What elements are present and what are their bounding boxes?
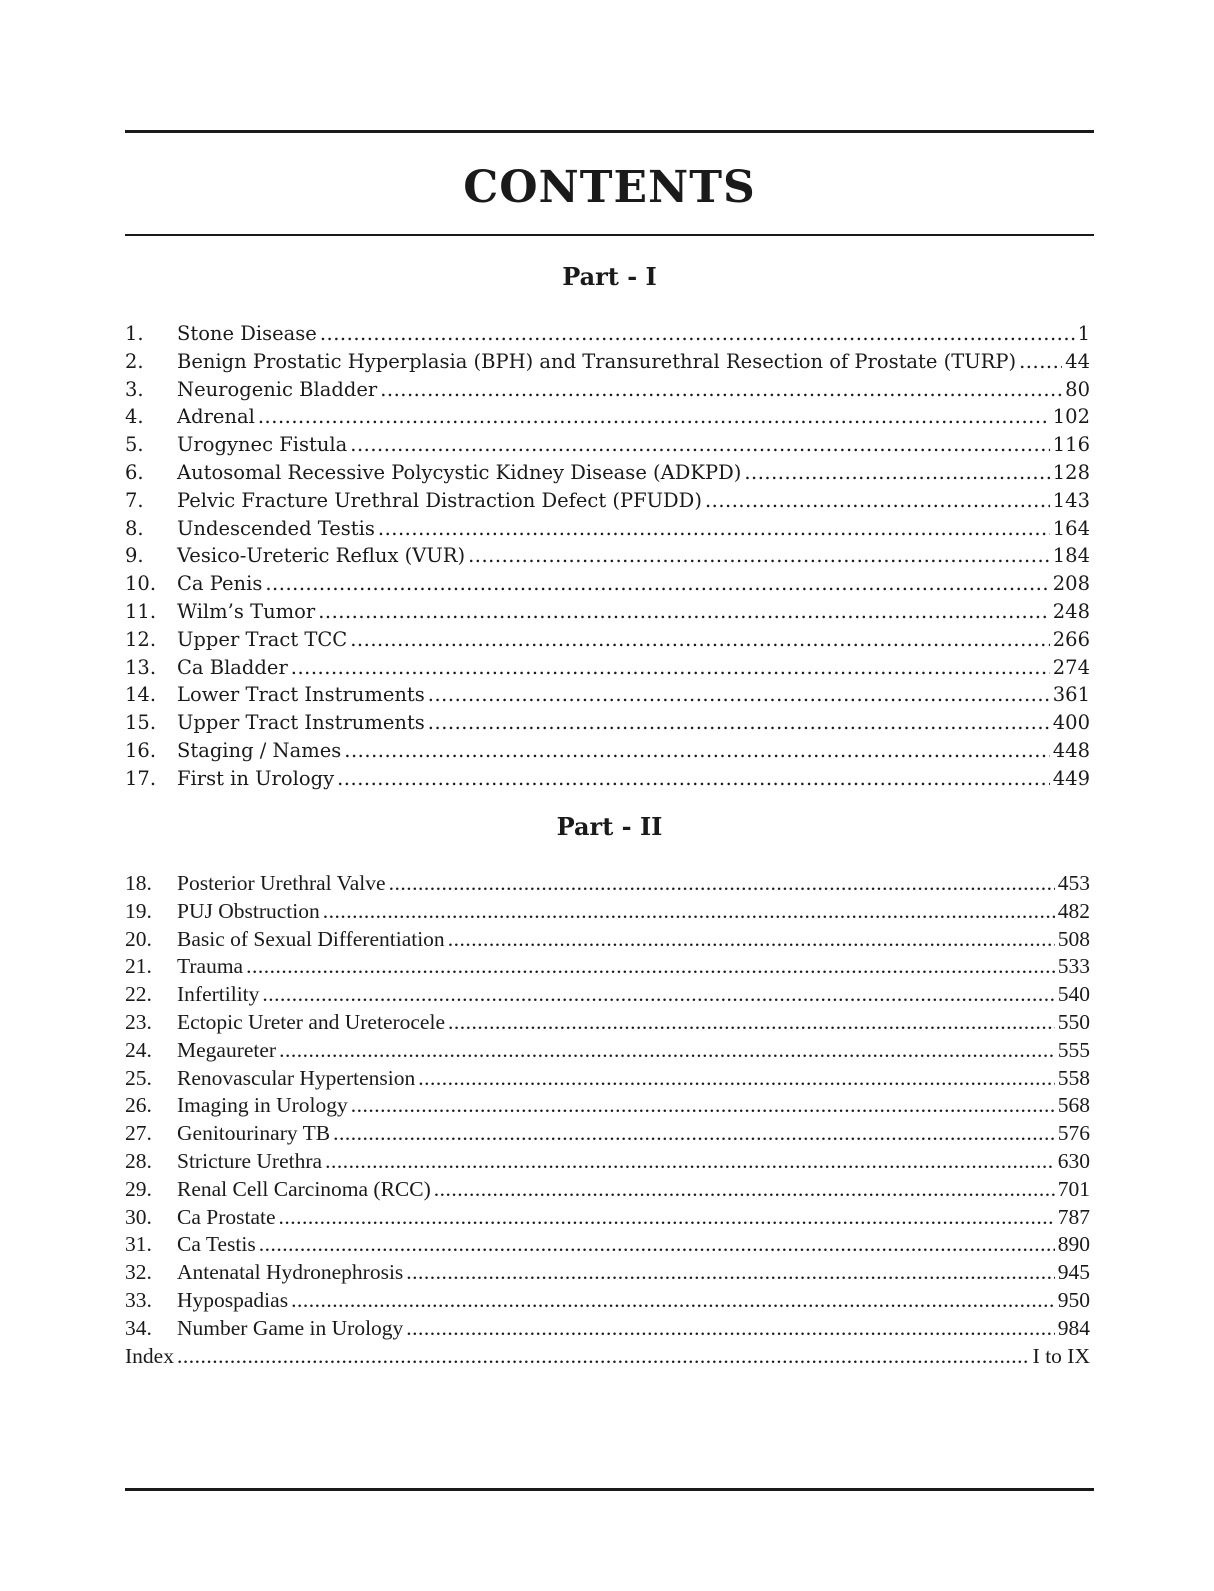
toc-entry [125, 1315, 1090, 1343]
toc-entry-page: 482 [1057, 898, 1090, 923]
toc-entry-page: 102 [1052, 405, 1090, 429]
toc-entry-num: 17. [125, 766, 157, 790]
toc-entry-page: 361 [1052, 683, 1090, 707]
toc-entry-label: Lower Tract Instruments [177, 683, 425, 707]
dot-leader [291, 654, 1050, 682]
toc-entry-page: 787 [1057, 1204, 1090, 1229]
toc-entry [125, 709, 1090, 737]
dot-leader [258, 403, 1050, 431]
toc-entry [125, 431, 1090, 459]
toc-entry-num: 26. [125, 1093, 152, 1118]
dot-leader [448, 1009, 1055, 1037]
toc-entry-label: Vesico-Ureteric Reflux (VUR) [177, 544, 466, 568]
toc-entry-page: 128 [1052, 460, 1090, 484]
toc-entry [125, 320, 1090, 348]
toc-part-1-list [125, 320, 1090, 793]
dot-leader [705, 487, 1050, 515]
toc-entry-page: 80 [1065, 377, 1090, 401]
toc-entry-page: 266 [1052, 627, 1090, 651]
toc-entry-page: I to IX [1032, 1343, 1090, 1368]
toc-entry-num: 12. [125, 627, 157, 651]
dot-leader [1019, 348, 1062, 376]
dot-leader [406, 1259, 1054, 1287]
title-underline-rule [125, 234, 1094, 236]
toc-entry-label: Ca Penis [177, 572, 263, 596]
toc-entry-label: Urogynec Fistula [177, 433, 348, 457]
toc-entry [125, 570, 1090, 598]
toc-entry-num: 33. [125, 1287, 152, 1312]
dot-leader [279, 1204, 1055, 1232]
toc-entry-num: 21. [125, 954, 152, 979]
toc-entry [125, 598, 1090, 626]
toc-entry-page: 890 [1057, 1232, 1090, 1257]
toc-entry-num: 34. [125, 1315, 152, 1340]
toc-index-entry [125, 1343, 1090, 1371]
dot-leader [468, 542, 1050, 570]
dot-leader [351, 1092, 1055, 1120]
toc-entry-page: 984 [1057, 1315, 1090, 1340]
toc-entry [125, 1204, 1090, 1232]
toc-entry [125, 681, 1090, 709]
toc-entry-num: 32. [125, 1260, 152, 1285]
toc-entry-num: 14. [125, 683, 157, 707]
dot-leader [246, 953, 1055, 981]
dot-leader [350, 626, 1050, 654]
toc-entry-num: 18. [125, 871, 152, 895]
dot-leader [262, 981, 1054, 1009]
toc-entry-num: 10. [125, 572, 157, 596]
toc-entry-label: Hypospadias [177, 1287, 289, 1312]
toc-entry-num: 28. [125, 1148, 152, 1173]
toc-entry [125, 1092, 1090, 1120]
toc-entry [125, 654, 1090, 682]
toc-entry-page: 576 [1057, 1121, 1090, 1146]
dot-leader [448, 926, 1055, 954]
toc-entry-label: Neurogenic Bladder [177, 377, 378, 401]
toc-entry [125, 1037, 1090, 1065]
toc-entry-num: 23. [125, 1009, 152, 1034]
dot-leader [406, 1315, 1054, 1343]
toc-entry-label: Megaureter [177, 1037, 277, 1062]
toc-entry-page: 248 [1052, 599, 1090, 623]
toc-entry-label: Index [125, 1343, 174, 1368]
toc-entry-num: 29. [125, 1176, 152, 1201]
dot-leader [291, 1287, 1055, 1315]
toc-entry-label: Staging / Names [177, 738, 342, 762]
toc-entry-page: 164 [1052, 516, 1090, 540]
dot-leader [744, 459, 1049, 487]
toc-entry [125, 870, 1090, 898]
toc-entry [125, 542, 1090, 570]
toc-entry-page: 701 [1057, 1176, 1090, 1201]
toc-entry-num: 11. [125, 599, 157, 623]
toc-entry-num: 13. [125, 655, 157, 679]
toc-entry-label: Ectopic Ureter and Ureterocele [177, 1009, 445, 1034]
toc-entry-page: 533 [1057, 954, 1090, 979]
toc-entry-page: 550 [1057, 1009, 1090, 1034]
part-2-heading: Part - II [556, 812, 663, 841]
toc-entry [125, 459, 1090, 487]
dot-leader [344, 737, 1049, 765]
dot-leader [428, 709, 1050, 737]
toc-entry [125, 926, 1090, 954]
toc-entry-label: Ca Prostate [177, 1204, 276, 1229]
toc-entry-label: Imaging in Urology [177, 1093, 348, 1118]
toc-entry-page: 555 [1057, 1037, 1090, 1062]
dot-leader [378, 515, 1050, 543]
toc-entry-num: 15. [125, 711, 157, 735]
dot-leader [428, 681, 1050, 709]
toc-entry-page: 508 [1057, 926, 1090, 951]
dot-leader [337, 765, 1050, 793]
toc-entry [125, 765, 1090, 793]
toc-entry-page: 44 [1065, 349, 1090, 373]
dot-leader [323, 898, 1055, 926]
toc-entry-label: Infertility [177, 982, 260, 1007]
toc-entry [125, 376, 1090, 404]
toc-entry [125, 515, 1090, 543]
toc-entry-label: Upper Tract TCC [177, 627, 348, 651]
toc-entry-label: Genitourinary TB [177, 1121, 331, 1146]
toc-entry-page: 274 [1052, 655, 1090, 679]
dot-leader [418, 1065, 1055, 1093]
toc-entry-num: 7. [125, 488, 144, 512]
toc-entry [125, 1065, 1090, 1093]
page-title: CONTENTS [463, 162, 756, 213]
toc-entry-label: Benign Prostatic Hyperplasia (BPH) and Transurethral Resection of Prostate (TURP) [177, 349, 1017, 373]
dot-leader [318, 598, 1050, 626]
dot-leader [333, 1120, 1055, 1148]
toc-entry-page: 449 [1052, 766, 1090, 790]
toc-entry [125, 626, 1090, 654]
toc-entry-page: 116 [1052, 433, 1090, 457]
toc-entry-num: 5. [125, 433, 144, 457]
toc-entry-page: 400 [1052, 711, 1090, 735]
top-rule [125, 130, 1094, 133]
toc-entry-num: 31. [125, 1232, 152, 1257]
dot-leader [177, 1343, 1030, 1371]
toc-entry [125, 1287, 1090, 1315]
toc-entry-num: 16. [125, 738, 157, 762]
toc-entry-label: Renovascular Hypertension [177, 1065, 416, 1090]
toc-entry-label: Ca Testis [177, 1232, 256, 1257]
toc-entry-num: 9. [125, 544, 144, 568]
toc-entry-page: 558 [1057, 1065, 1090, 1090]
toc-entry-label: Renal Cell Carcinoma (RCC) [177, 1176, 431, 1201]
toc-entry [125, 953, 1090, 981]
toc-entry-page: 540 [1057, 982, 1090, 1007]
toc-entry-num: 1. [125, 322, 144, 345]
toc-entry-num: 19. [125, 898, 152, 923]
toc-entry-num: 24. [125, 1037, 152, 1062]
toc-entry-page: 945 [1057, 1260, 1090, 1285]
toc-entry-label: Basic of Sexual Differentiation [177, 926, 445, 951]
toc-entry [125, 487, 1090, 515]
toc-entry-label: Trauma [177, 954, 244, 979]
dot-leader [350, 431, 1050, 459]
toc-entry-num: 22. [125, 982, 152, 1007]
toc-entry-page: 184 [1052, 544, 1090, 568]
toc-entry-page: 1 [1077, 322, 1090, 345]
dot-leader [265, 570, 1049, 598]
toc-entry-num: 20. [125, 926, 152, 951]
toc-entry-num: 2. [125, 349, 144, 373]
toc-entry-label: Adrenal [177, 405, 255, 429]
toc-entry [125, 348, 1090, 376]
toc-entry-page: 950 [1057, 1287, 1090, 1312]
dot-leader [320, 320, 1075, 348]
toc-entry-label: Autosomal Recessive Polycystic Kidney Disease (ADKPD) [177, 460, 742, 484]
toc-part-2-list [125, 870, 1090, 1370]
toc-entry-page: 630 [1057, 1148, 1090, 1173]
toc-entry-label: Upper Tract Instruments [177, 711, 425, 735]
toc-entry-label: Undescended Testis [177, 516, 375, 540]
toc-entry-num: 3. [125, 377, 144, 401]
toc-entry-num: 6. [125, 460, 144, 484]
toc-entry [125, 898, 1090, 926]
toc-entry [125, 1120, 1090, 1148]
toc-entry-label: Stone Disease [177, 322, 317, 345]
toc-entry [125, 1148, 1090, 1176]
toc-entry-label: Antenatal Hydronephrosis [177, 1260, 404, 1285]
toc-entry-page: 143 [1052, 488, 1090, 512]
toc-entry-label: Stricture Urethra [177, 1148, 323, 1173]
toc-entry-label: Pelvic Fracture Urethral Distraction Defect (PFUDD) [177, 488, 702, 512]
dot-leader [389, 870, 1055, 898]
toc-entry [125, 981, 1090, 1009]
part-1-heading: Part - I [562, 262, 657, 291]
dot-leader [325, 1148, 1055, 1176]
toc-entry-page: 448 [1052, 738, 1090, 762]
toc-entry [125, 1231, 1090, 1259]
bottom-rule [125, 1488, 1094, 1491]
toc-entry-label: Wilm’s Tumor [177, 599, 316, 623]
toc-entry [125, 1009, 1090, 1037]
dot-leader [279, 1037, 1055, 1065]
toc-entry [125, 403, 1090, 431]
toc-entry [125, 737, 1090, 765]
toc-entry-label: Posterior Urethral Valve [177, 871, 386, 895]
dot-leader [380, 376, 1062, 404]
toc-entry-page: 453 [1057, 871, 1090, 895]
toc-entry-num: 27. [125, 1121, 152, 1146]
toc-entry-label: Number Game in Urology [177, 1315, 404, 1340]
toc-entry [125, 1259, 1090, 1287]
toc-entry-page: 568 [1057, 1093, 1090, 1118]
toc-entry-num: 8. [125, 516, 144, 540]
toc-entry-page: 208 [1052, 572, 1090, 596]
dot-leader [259, 1231, 1055, 1259]
toc-entry-label: First in Urology [177, 766, 335, 790]
toc-entry [125, 1176, 1090, 1204]
toc-entry-label: PUJ Obstruction [177, 898, 320, 923]
toc-entry-num: 30. [125, 1204, 152, 1229]
toc-entry-num: 4. [125, 405, 144, 429]
toc-entry-num: 25. [125, 1065, 152, 1090]
dot-leader [434, 1176, 1055, 1204]
toc-entry-label: Ca Bladder [177, 655, 288, 679]
